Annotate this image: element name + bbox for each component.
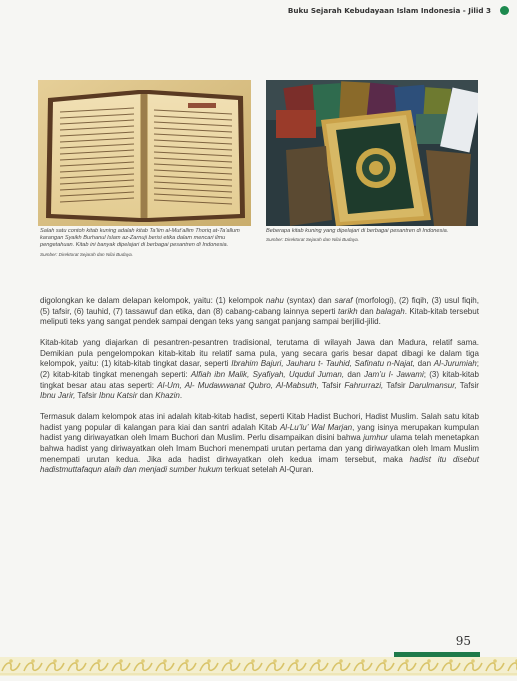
photo-kitab-kuning-stack [266,80,478,226]
text-run: . [179,391,183,401]
text-run: Tafsir [456,380,479,390]
figure-caption-right [266,228,481,243]
text-run-italic: Ibnu Jarir, [40,391,76,401]
text-run: ; (3) kitab-kitab tingkat besar atau atas seperti: [40,369,480,390]
caption-source: Sumber: Direktorat Sejarah dan Nilai Budaya. [40,251,133,257]
caption-text: Salah satu contoh kitab kuning adalah kitab Ta’lim al-Mut’allim Thoriq at-Ta’allum karangan Syaikh Burhanul Islam az-Zarnuji berisi etika dalam mencari ilmu pengetahuan. Kitab ini banyak dipelajari di berbagai pesantren di Indonesia. [40,228,240,249]
text-run: dan [344,369,365,379]
paragraph-3 [40,412,479,476]
footer-ornament-border [0,657,517,676]
text-run: dan [414,359,434,369]
text-run-italic: saraf [334,296,353,305]
text-run: . Kitab-kitab tersebut meliputi teks yang sangat pendek sampai dengan teks yang sangat panjang sampai berjilid-jilid. [40,306,479,327]
caption-source: Sumber: Direktorat Sejarah dan Nilai Budaya. [266,237,359,243]
text-run: ; (2) kitab-kitab tingkat menengah seperti: [40,359,479,379]
open-book-illustration [38,80,251,226]
books-illustration [266,80,478,226]
photo-kitab-talim [38,80,251,226]
figure-caption-left [40,228,255,258]
text-run-italic: balagah [376,306,405,316]
paragraph-1 [40,296,479,328]
text-run-italic: Alfiah ibn Malik, Syafiyah, Uqudul Juman, [190,369,345,379]
text-run: , yang isinya merupakan kumpulan hadist yang diriwayatkan oleh Imam Buchori dan Muslim. Perlu disampaikan disini bahwa [40,422,479,443]
text-run: terkuat setelah Al-Quran. [222,465,314,475]
text-run: (morfologi), (2) fiqih, (3) usul fiqih, (5) tafsir, (6) tauhid, (7) tassawuf dan etika, dan (8) cabang-cabang lainnya seperti [40,296,480,316]
text-run: digolongkan ke dalam delapan kelompok, yaitu: (1) kelompok [40,296,266,305]
text-run-italic: Darulmansur, [408,380,457,390]
text-run: Kitab-kitab yang diajarkan di pesantren-pesantren tradisional, terutama di wilayah Jawa dan Madura, relatif sama. Demikian pula pengelompokan kitab-kitab itu relatif sama pula, yang secara garis besar dapat dibagi ke dalam tiga kelompok, yaitu: (1) kitab-kitab tingkat dasar, seperti [40,338,479,369]
text-run: ulama telah menetapkan bahwa hadist yang diriwayatkan oleh Imam Buchori menempati urutan pertama dan yang diriwayatkan oleh Imam Muslim menempati urutan kedua. Jika ada hadist diriwayatkan oleh kedua imam tersebut, maka [40,433,479,464]
page-number: 95 [455,634,471,648]
ornament-pattern [0,657,517,676]
text-run-italic: jumhur [363,433,388,443]
text-run-italic: nahu [265,296,284,305]
text-run-italic: Khazin [155,391,180,401]
text-run: (syntax) dan [283,296,335,305]
text-run: Termasuk dalam kelompok atas ini adalah kitab-kitab hadist, seperti Kitab Hadist Buchori, Hadist Muslim. Salah satu kitab hadist yang popular di kalangan para kiai dan santri adalah Kitab [40,412,479,432]
text-run-italic: Jam’u l- Jawami [364,369,424,379]
text-run: Tafsir [75,391,99,401]
text-run-italic: Ibnu Katsir [98,391,138,401]
text-run: dan [137,391,156,401]
text-run: dan [357,306,377,316]
text-run: Tafsir [318,380,345,390]
text-run-italic: Al-Um, Al- Mudawwanat Qubro, Al-Mabsuth, [157,380,319,390]
text-run-italic: Al-Lu’lu’ Wal Marjan [279,422,353,432]
paragraph-2 [40,338,479,402]
text-run-italic: Ibrahim Bajuri, Jauharu t- Tauhid, Safinatu n-Najat, [231,359,415,369]
text-run-italic: Fahrurrazi, [344,380,384,390]
text-run: Tafsir [383,380,409,390]
text-run-italic: tarikh [337,306,358,316]
header-dot-icon [500,6,509,15]
text-run-italic: Al-Jurumiah [433,359,477,369]
running-header: Buku Sejarah Kebudayaan Islam Indonesia - Jilid 3 [287,6,491,15]
caption-text: Beberapa kitab kuning yang dipelajari di berbagai pesantren di Indonesia. [266,228,449,234]
text-run-italic: hadist itu disebut hadistmuttafaqun alaih dan menjadi sumber hukum [40,454,479,475]
body-text [40,296,479,486]
